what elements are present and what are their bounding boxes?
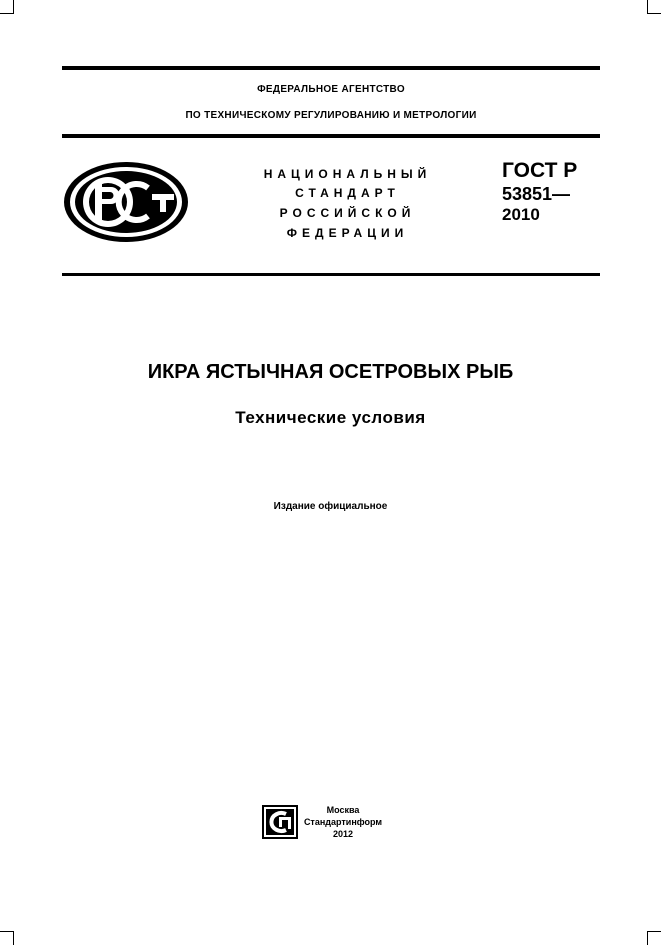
publisher-year: 2012 (332, 829, 354, 839)
standard-type-line-3: РОССИЙСКОЙ (279, 206, 416, 220)
crop-mark-tl-h (0, 13, 14, 14)
designation-year: 2010 (502, 205, 540, 224)
edition-note: Издание официальное (273, 501, 388, 512)
crop-mark-bl-v (13, 931, 14, 945)
header-top-rule (62, 66, 600, 70)
crop-mark-br-h (647, 931, 661, 932)
standard-designation (502, 160, 577, 223)
crop-mark-tr-h (647, 13, 661, 14)
standard-type-line-1: НАЦИОНАЛЬНЫЙ (263, 167, 432, 181)
crop-mark-br-v (647, 931, 648, 945)
standard-type-line-2: СТАНДАРТ (295, 186, 400, 200)
gost-r-emblem-icon (62, 160, 190, 244)
publisher-city: Москва (326, 805, 360, 815)
emblem-bottom-rule (62, 273, 600, 276)
designation-number: 53851— (502, 184, 571, 204)
header-bottom-rule (62, 134, 600, 138)
document-title: ИКРА ЯСТЫЧНАЯ ОСЕТРОВЫХ РЫБ (147, 361, 514, 383)
designation-code: ГОСТ Р (502, 159, 578, 182)
publisher-name: Стандартинформ (303, 817, 383, 827)
standard-type-line-4: ФЕДЕРАЦИИ (286, 226, 409, 240)
document-subtitle: Технические условия (235, 408, 426, 427)
crop-mark-tl-v (13, 0, 14, 14)
crop-mark-bl-h (0, 931, 14, 932)
agency-line-2: ПО ТЕХНИЧЕСКОМУ РЕГУЛИРОВАНИЮ И МЕТРОЛОГИИ (185, 110, 477, 121)
standartinform-logo-icon (262, 805, 298, 839)
crop-mark-tr-v (647, 0, 648, 14)
agency-line-1: ФЕДЕРАЛЬНОЕ АГЕНТСТВО (257, 84, 405, 95)
